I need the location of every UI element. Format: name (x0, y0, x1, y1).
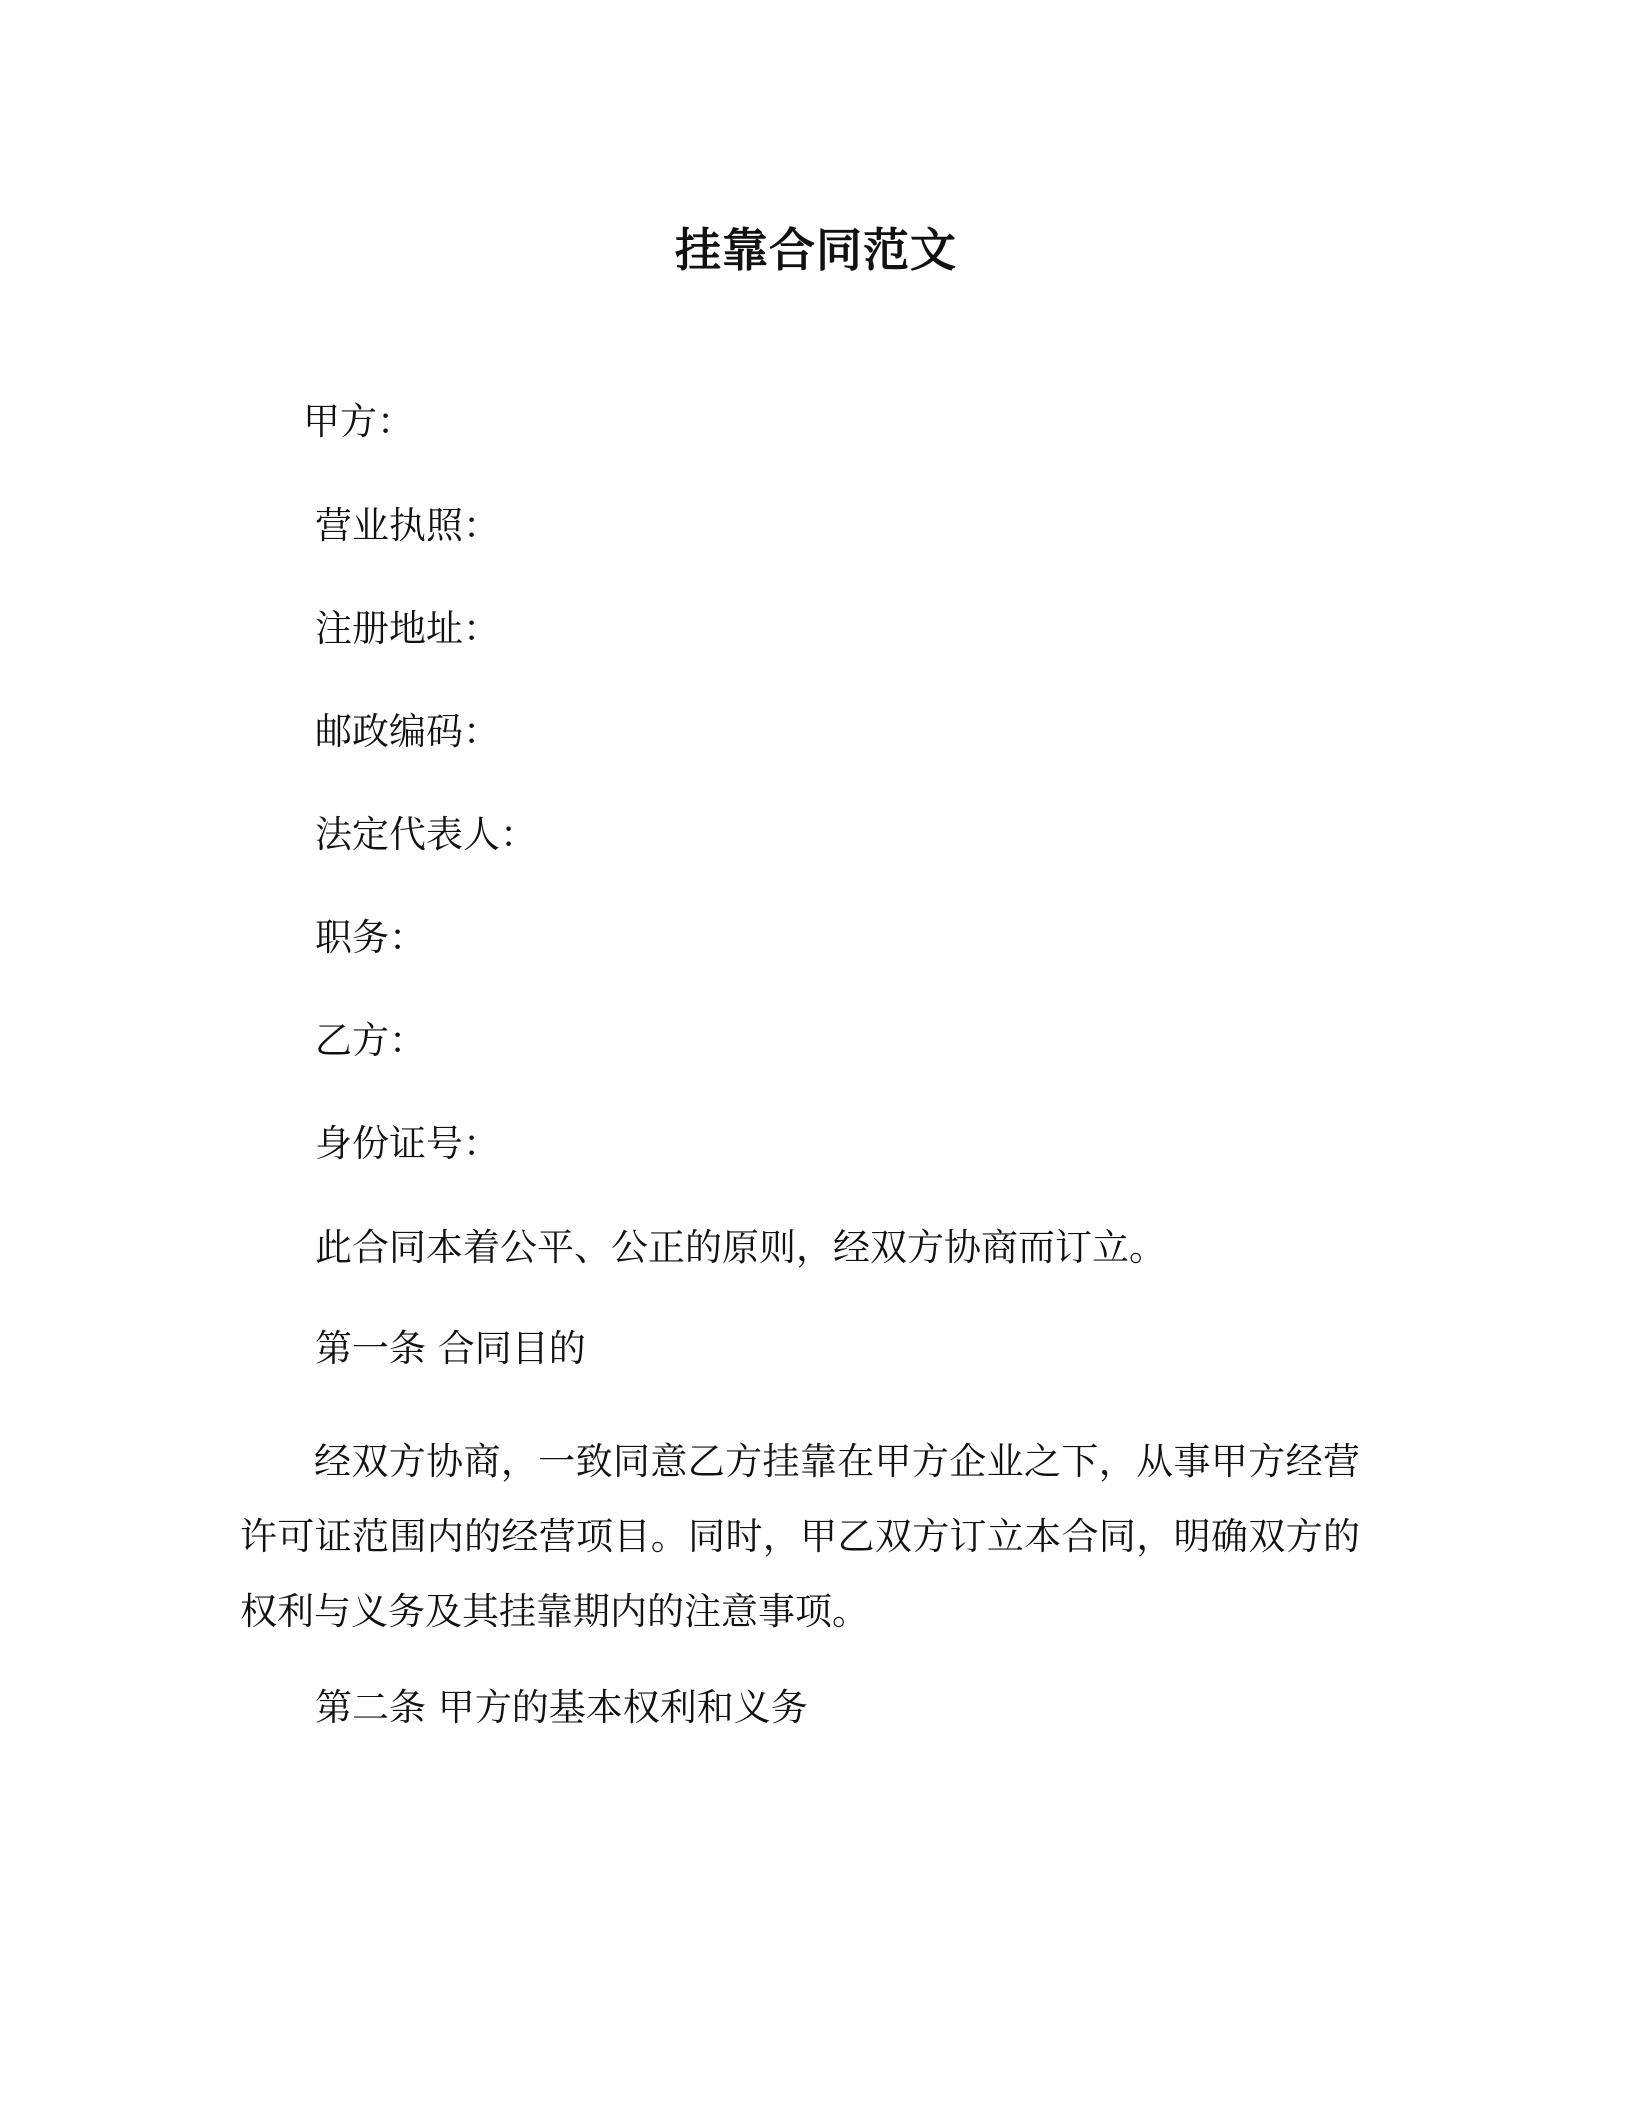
field-id-number: 身份证号： (315, 1122, 500, 1165)
document-title: 挂靠合同范文 (675, 223, 957, 277)
intro-statement: 此合同本着公平、公正的原则，经双方协商而订立。 (315, 1226, 1166, 1269)
field-postal-code: 邮政编码： (315, 710, 500, 753)
field-party-a: 甲方： (303, 400, 414, 443)
field-position: 职务： (315, 916, 426, 959)
article-1-body: 经双方协商，一致同意乙方挂靠在甲方企业之下，从事甲方经营许可证范围内的经营项目。同时，甲乙双方订立本合同，明确双方的权利与义务及其挂靠期内的注意事项。 (240, 1440, 1360, 1633)
field-legal-representative: 法定代表人： (315, 813, 537, 856)
field-registered-address: 注册地址： (315, 607, 500, 650)
field-party-b: 乙方： (315, 1019, 426, 1062)
article-2-heading: 第二条 甲方的基本权利和义务 (315, 1686, 808, 1729)
field-business-license: 营业执照： (315, 504, 500, 547)
article-1-heading: 第一条 合同目的 (315, 1327, 586, 1370)
